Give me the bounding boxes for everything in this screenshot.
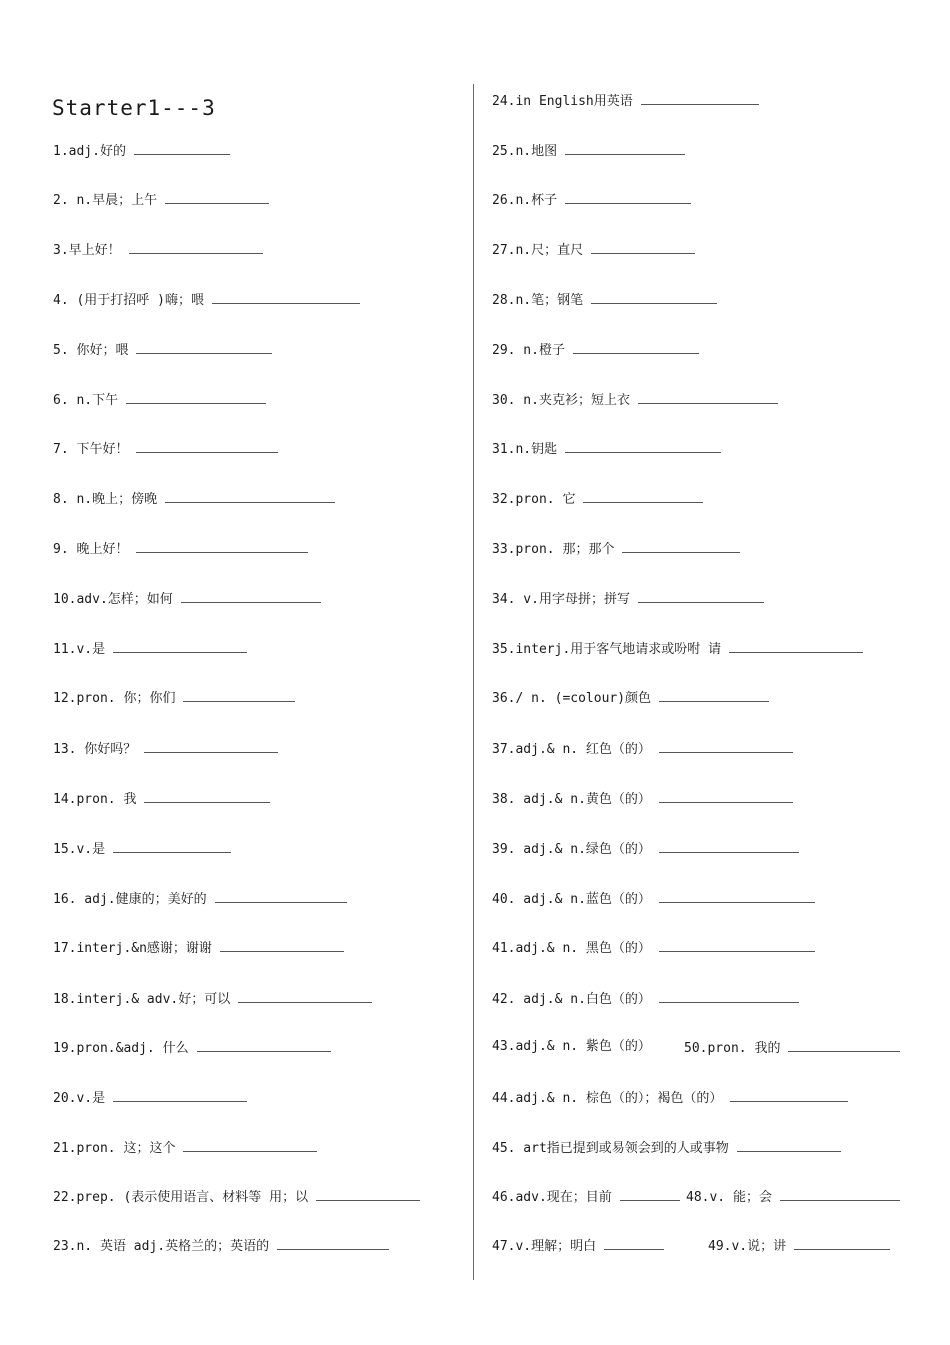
- answer-blank[interactable]: [165, 490, 335, 503]
- vocab-item-44: [492, 1089, 848, 1107]
- vocab-item-31: [492, 440, 721, 458]
- vocab-prompt: 21.pron. 这；这个: [53, 1141, 176, 1156]
- vocab-item-1: [53, 142, 230, 160]
- vocab-prompt: 23.n. 英语 adj.英格兰的；英语的: [53, 1239, 270, 1254]
- vocab-prompt: 32.pron. 它: [492, 492, 576, 507]
- vocab-prompt: 50.pron. 我的: [684, 1041, 781, 1056]
- vocab-item-33: [492, 540, 740, 558]
- vocab-item-32: [492, 490, 703, 508]
- vocab-prompt: 16. adj.健康的；美好的: [53, 892, 207, 907]
- answer-blank[interactable]: [136, 540, 308, 553]
- vocab-item-12: [53, 689, 295, 707]
- vocab-item-28: [492, 291, 717, 309]
- vocab-prompt: 45. art指已提到或易领会到的人或事物: [492, 1141, 729, 1156]
- answer-blank[interactable]: [788, 1039, 900, 1052]
- answer-blank[interactable]: [220, 939, 344, 952]
- vocab-prompt: 49.v.说；讲: [708, 1239, 787, 1254]
- vocab-prompt: 48.v. 能；会: [686, 1190, 772, 1205]
- vocab-prompt: 15.v.是: [53, 842, 106, 857]
- answer-blank[interactable]: [641, 92, 759, 105]
- vocab-prompt: 29. n.橙子: [492, 343, 565, 358]
- answer-blank[interactable]: [126, 391, 266, 404]
- vocab-item-17: [53, 939, 344, 957]
- answer-blank[interactable]: [129, 241, 263, 254]
- vocab-prompt: 47.v.理解；明白: [492, 1239, 597, 1254]
- vocab-item-9: [53, 540, 308, 558]
- vocab-item-43: [492, 1039, 651, 1055]
- answer-blank[interactable]: [113, 1089, 247, 1102]
- vocab-prompt: 34. v.用字母拼；拼写: [492, 592, 630, 607]
- vocab-item-38: [492, 790, 793, 808]
- vocab-prompt: 46.adv.现在；目前: [492, 1190, 612, 1205]
- vocab-prompt: 41.adj.& n. 黑色（的）: [492, 941, 651, 956]
- vocab-prompt: 39. adj.& n.绿色（的）: [492, 842, 651, 857]
- answer-blank[interactable]: [565, 191, 691, 204]
- vocab-prompt: 25.n.地图: [492, 144, 558, 159]
- vocab-prompt: 12.pron. 你；你们: [53, 691, 176, 706]
- vocab-item-29: [492, 341, 699, 359]
- vocab-item-24: [492, 92, 759, 110]
- vocab-prompt: 7. 下午好！: [53, 442, 129, 457]
- vocab-item-6: [53, 391, 266, 409]
- vocab-item-39: [492, 840, 799, 858]
- answer-blank[interactable]: [144, 740, 278, 753]
- vocab-prompt: 14.pron. 我: [53, 792, 137, 807]
- vocab-item-7: [53, 440, 278, 458]
- vocab-prompt: 9. 晚上好！: [53, 542, 129, 557]
- vocab-prompt: 13. 你好吗？: [53, 742, 137, 757]
- answer-blank[interactable]: [197, 1039, 331, 1052]
- vocab-prompt: 18.interj.& adv.好；可以: [53, 992, 231, 1007]
- answer-blank[interactable]: [737, 1139, 841, 1152]
- answer-blank[interactable]: [659, 790, 793, 803]
- vocab-item-50: [684, 1039, 900, 1057]
- vocab-item-23: [53, 1237, 389, 1255]
- vocab-item-40: [492, 890, 815, 908]
- vocab-prompt: 1.adj.好的: [53, 144, 126, 159]
- vocab-item-16: [53, 890, 347, 908]
- vocab-prompt: 33.pron. 那；那个: [492, 542, 615, 557]
- answer-blank[interactable]: [659, 939, 815, 952]
- answer-blank[interactable]: [622, 540, 740, 553]
- answer-blank[interactable]: [134, 142, 230, 155]
- vocab-item-30: [492, 391, 778, 409]
- vocab-prompt: 17.interj.&n感谢；谢谢: [53, 941, 212, 956]
- answer-blank[interactable]: [573, 341, 699, 354]
- answer-blank[interactable]: [181, 590, 321, 603]
- answer-blank[interactable]: [730, 1089, 848, 1102]
- vocab-item-27: [492, 241, 695, 259]
- vocab-item-10: [53, 590, 321, 608]
- answer-blank[interactable]: [183, 1139, 317, 1152]
- vocab-prompt: 6. n.下午: [53, 393, 119, 408]
- vocab-item-22: [53, 1188, 420, 1206]
- answer-blank[interactable]: [659, 840, 799, 853]
- answer-blank[interactable]: [659, 990, 799, 1003]
- vocab-prompt: 28.n.笔；钢笔: [492, 293, 584, 308]
- answer-blank[interactable]: [638, 391, 778, 404]
- answer-blank[interactable]: [591, 241, 695, 254]
- vocab-prompt: 4. (用于打招呼 )嗨；喂: [53, 293, 204, 308]
- vocab-item-11: [53, 640, 247, 658]
- vocab-item-21: [53, 1139, 317, 1157]
- vocab-prompt: 24.in English用英语: [492, 94, 633, 109]
- vocab-item-2: [53, 191, 269, 209]
- answer-blank[interactable]: [165, 191, 269, 204]
- vocab-prompt: 27.n.尺；直尺: [492, 243, 584, 258]
- vocab-prompt: 38. adj.& n.黄色（的）: [492, 792, 651, 807]
- vocab-prompt: 36./ n. (=colour)颜色: [492, 691, 652, 706]
- answer-blank[interactable]: [316, 1188, 420, 1201]
- vocab-item-20: [53, 1089, 247, 1107]
- answer-blank[interactable]: [136, 440, 278, 453]
- vocab-item-19: [53, 1039, 331, 1057]
- vocab-prompt: 22.prep. (表示使用语言、材料等 用；以: [53, 1190, 309, 1205]
- vocab-item-18: [53, 990, 372, 1008]
- vocab-prompt: 37.adj.& n. 红色（的）: [492, 742, 651, 757]
- vocab-prompt: 3.早上好！: [53, 243, 121, 258]
- answer-blank[interactable]: [144, 790, 270, 803]
- column-divider: [473, 84, 474, 1280]
- answer-blank[interactable]: [212, 291, 360, 304]
- page-title: Starter1---3: [52, 96, 216, 120]
- answer-blank[interactable]: [729, 640, 863, 653]
- vocab-item-4: [53, 291, 360, 309]
- vocab-prompt: 31.n.钥匙: [492, 442, 558, 457]
- vocab-prompt: 10.adv.怎样；如何: [53, 592, 173, 607]
- vocab-prompt: 43.adj.& n. 紫色（的）: [492, 1039, 651, 1054]
- vocab-item-35: [492, 640, 863, 658]
- vocab-item-42: [492, 990, 799, 1008]
- answer-blank[interactable]: [591, 291, 717, 304]
- answer-blank[interactable]: [565, 440, 721, 453]
- vocab-item-5: [53, 341, 272, 359]
- vocab-item-13: [53, 740, 278, 758]
- vocab-prompt: 5. 你好；喂: [53, 343, 129, 358]
- vocab-item-3: [53, 241, 263, 259]
- vocab-item-8: [53, 490, 335, 508]
- vocab-item-45: [492, 1139, 841, 1157]
- answer-blank[interactable]: [183, 689, 295, 702]
- vocab-prompt: 8. n.晚上；傍晚: [53, 492, 158, 507]
- answer-blank[interactable]: [113, 640, 247, 653]
- answer-blank[interactable]: [604, 1237, 664, 1250]
- vocab-item-48: [686, 1188, 900, 1206]
- vocab-item-26: [492, 191, 691, 209]
- vocab-prompt: 2. n.早晨；上午: [53, 193, 158, 208]
- vocab-prompt: 11.v.是: [53, 642, 106, 657]
- answer-blank[interactable]: [638, 590, 764, 603]
- answer-blank[interactable]: [215, 890, 347, 903]
- answer-blank[interactable]: [136, 341, 272, 354]
- answer-blank[interactable]: [620, 1188, 680, 1201]
- answer-blank[interactable]: [659, 890, 815, 903]
- vocab-prompt: 42. adj.& n.白色（的）: [492, 992, 651, 1007]
- vocab-item-34: [492, 590, 764, 608]
- vocab-item-46: [492, 1188, 680, 1206]
- answer-blank[interactable]: [659, 689, 769, 702]
- vocab-item-41: [492, 939, 815, 957]
- answer-blank[interactable]: [780, 1188, 900, 1201]
- answer-blank[interactable]: [238, 990, 372, 1003]
- answer-blank[interactable]: [565, 142, 685, 155]
- vocab-prompt: 40. adj.& n.蓝色（的）: [492, 892, 651, 907]
- vocab-item-47: [492, 1237, 664, 1255]
- answer-blank[interactable]: [583, 490, 703, 503]
- vocab-item-36: [492, 689, 769, 707]
- vocab-item-49: [708, 1237, 890, 1255]
- answer-blank[interactable]: [277, 1237, 389, 1250]
- answer-blank[interactable]: [659, 740, 793, 753]
- vocab-item-15: [53, 840, 231, 858]
- vocab-prompt: 20.v.是: [53, 1091, 106, 1106]
- vocab-item-14: [53, 790, 270, 808]
- vocab-prompt: 35.interj.用于客气地请求或吩咐 请: [492, 642, 722, 657]
- vocab-prompt: 30. n.夹克衫；短上衣: [492, 393, 630, 408]
- vocab-item-37: [492, 740, 793, 758]
- answer-blank[interactable]: [113, 840, 231, 853]
- vocab-prompt: 44.adj.& n. 棕色（的）；褐色（的）: [492, 1091, 723, 1106]
- answer-blank[interactable]: [794, 1237, 890, 1250]
- vocab-prompt: 19.pron.&adj. 什么: [53, 1041, 189, 1056]
- vocab-item-25: [492, 142, 685, 160]
- vocab-prompt: 26.n.杯子: [492, 193, 558, 208]
